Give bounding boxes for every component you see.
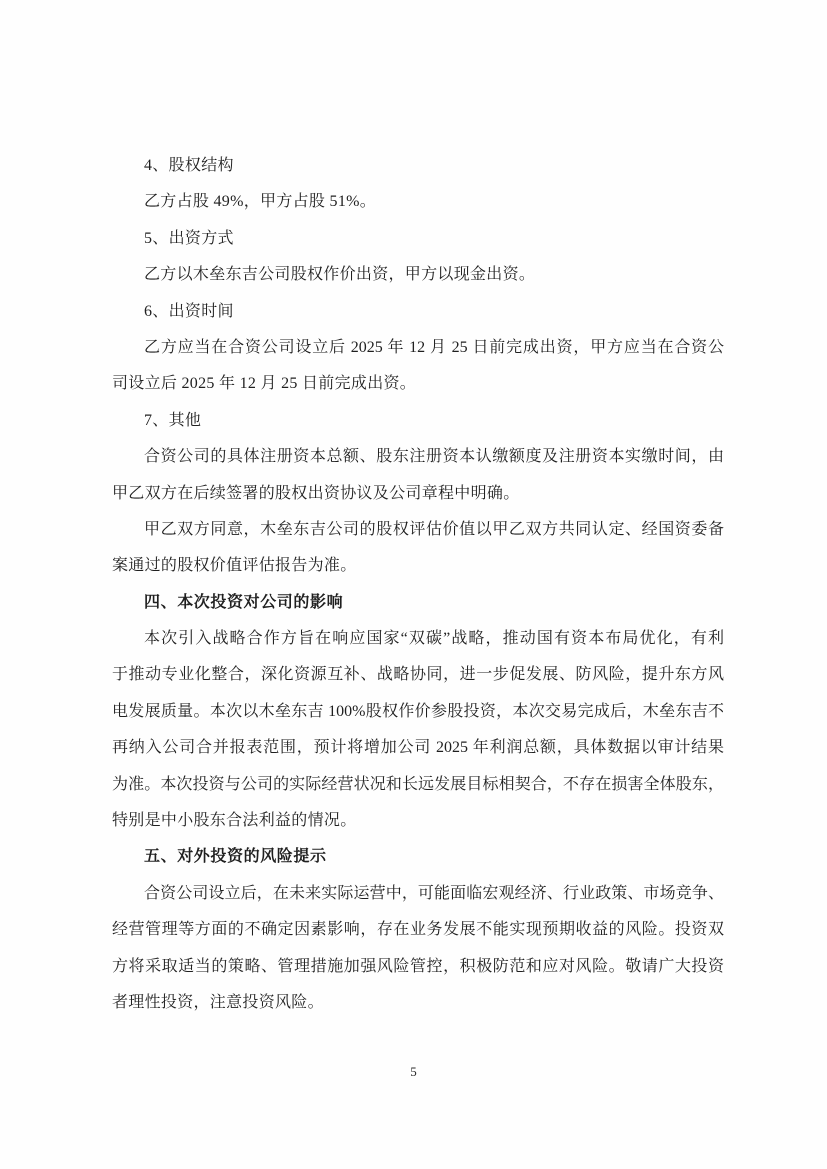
paragraph-line: 乙方占股 49%，甲方占股 51%。 [144,193,377,211]
paragraph-line: 本次引入战略合作方旨在响应国家“双碳”战略，推动国有资本布局优化，有利 [144,630,724,648]
paragraph-line: 案通过的股权价值评估报告为准。 [112,557,357,575]
numbered-item: 5、出资方式 [144,229,234,247]
document-body [112,148,724,1021]
paragraph-line: 为准。本次投资与公司的实际经营状况和长远发展目标相契合，不存在损害全体股东， [112,775,724,793]
paragraph-line: 甲乙双方同意，木垒东吉公司的股权评估价值以甲乙双方共同认定、经国资委备 [144,520,724,538]
paragraph-line: 合资公司设立后，在未来实际运营中，可能面临宏观经济、行业政策、市场竞争、 [144,884,724,902]
section-heading: 五、对外投资的风险提示 [144,848,327,866]
paragraph-line: 合资公司的具体注册资本总额、股东注册资本认缴额度及注册资本实缴时间，由 [144,448,724,466]
paragraph-line: 甲乙双方在后续签署的股权出资协议及公司章程中明确。 [112,484,520,502]
paragraph-line: 于推动专业化整合，深化资源互补、战略协同，进一步促发展、防风险，提升东方风 [112,666,724,684]
paragraph-line: 再纳入公司合并报表范围，预计将增加公司 2025 年利润总额，具体数据以审计结果 [112,739,724,757]
paragraph-line: 司设立后 2025 年 12 月 25 日前完成出资。 [112,375,417,393]
paragraph-line: 方将采取适当的策略、管理措施加强风险管控，积极防范和应对风险。敬请广大投资 [112,957,724,975]
paragraph-line: 特别是中小股东合法利益的情况。 [112,812,357,830]
numbered-item: 4、股权结构 [144,157,234,174]
page-number: 5 [410,1064,417,1079]
numbered-item: 6、出资时间 [144,302,234,320]
paragraph-line: 者理性投资，注意投资风险。 [112,993,324,1011]
paragraph-line: 乙方以木垒东吉公司股权作价出资，甲方以现金出资。 [144,266,536,284]
paragraph-line: 经营管理等方面的不确定因素影响，存在业务发展不能实现预期收益的风险。投资双 [112,921,724,939]
numbered-item: 7、其他 [144,411,202,429]
paragraph-line: 电发展质量。本次以木垒东吉 100%股权作价参股投资，本次交易完成后，木垒东吉不 [112,702,724,720]
paragraph-line: 乙方应当在合资公司设立后 2025 年 12 月 25 日前完成出资，甲方应当在合资公 [144,338,724,356]
section-heading: 四、本次投资对公司的影响 [144,593,344,611]
